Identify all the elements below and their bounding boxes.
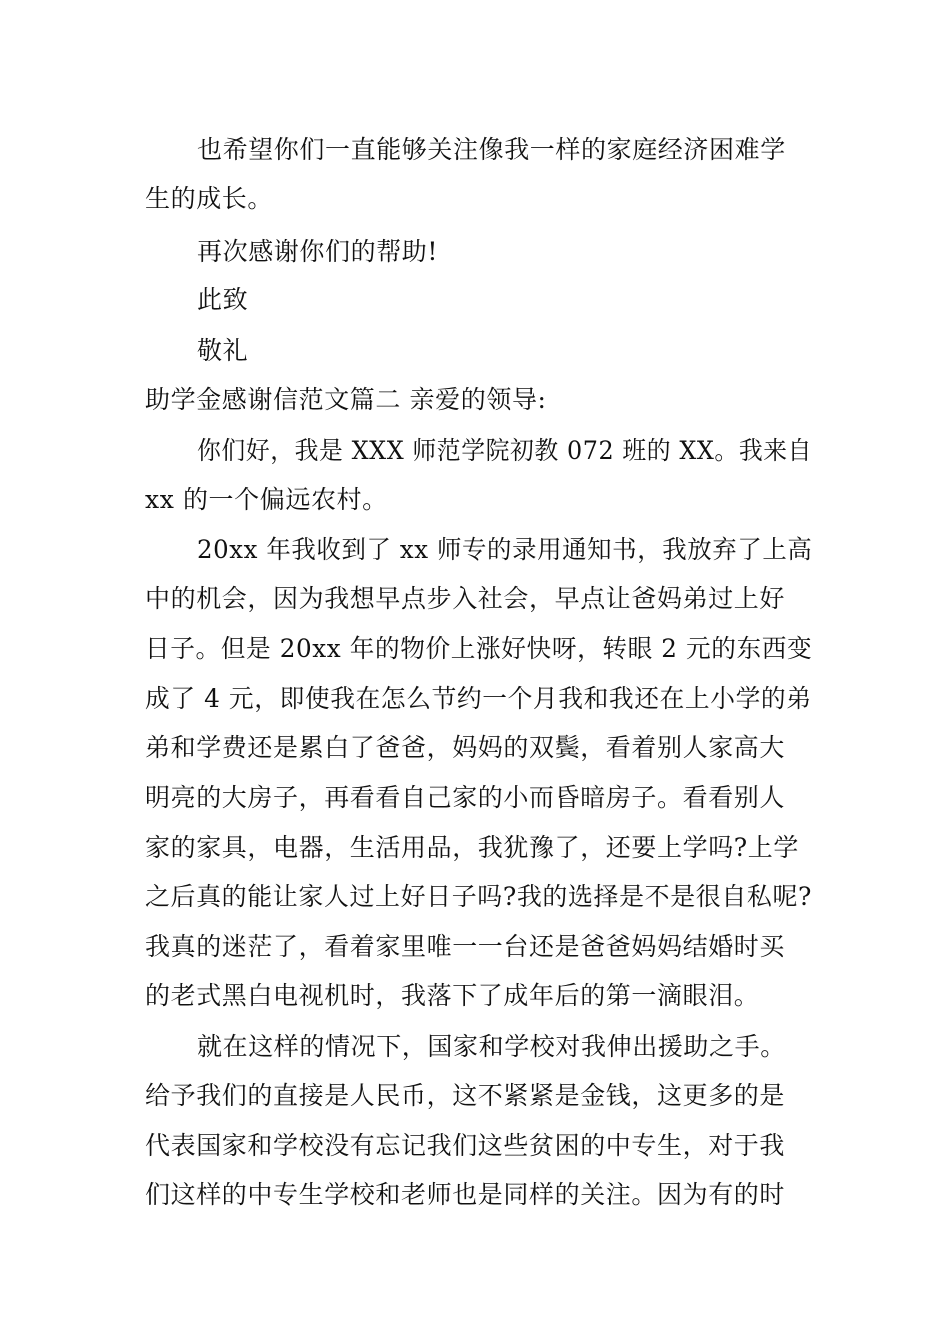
text-line: 成了 4 元，即使我在怎么节约一个月我和我还在上小学的弟 xyxy=(145,684,812,713)
text-line: 之后真的能让家人过上好日子吗?我的选择是不是很自私呢? xyxy=(145,882,813,911)
text-line: 代表国家和学校没有忘记我们这些贫困的中专生，对于我 xyxy=(145,1131,786,1160)
text-line: 们这样的中专生学校和老师也是同样的关注。因为有的时 xyxy=(145,1180,786,1209)
text-line: 也希望你们一直能够关注像我一样的家庭经济困难学 xyxy=(197,135,786,164)
text-line: 敬礼 xyxy=(197,336,249,365)
text-line: 你们好，我是 XXX 师范学院初教 072 班的 XX。我来自 xyxy=(197,436,813,465)
text-line: 就在这样的情况下，国家和学校对我伸出援助之手。 xyxy=(197,1032,786,1061)
section-heading: 助学金感谢信范文篇二 亲爱的领导: xyxy=(145,385,547,414)
text-line: 生的成长。 xyxy=(145,184,274,213)
text-line: 20xx 年我收到了 xx 师专的录用通知书，我放弃了上高 xyxy=(197,535,813,564)
text-line: xx 的一个偏远农村。 xyxy=(145,485,388,514)
text-line: 中的机会，因为我想早点步入社会，早点让爸妈弟过上好 xyxy=(145,584,786,613)
text-line: 此致 xyxy=(197,285,249,314)
text-line: 的老式黑白电视机时，我落下了成年后的第一滴眼泪。 xyxy=(145,981,760,1010)
text-line: 再次感谢你们的帮助! xyxy=(197,237,439,266)
text-line: 明亮的大房子，再看看自己家的小而昏暗房子。看看别人 xyxy=(145,783,786,812)
text-line: 给予我们的直接是人民币，这不紧紧是金钱，这更多的是 xyxy=(145,1081,786,1110)
text-line: 家的家具，电器，生活用品，我犹豫了，还要上学吗?上学 xyxy=(145,833,800,862)
text-line: 日子。但是 20xx 年的物价上涨好快呀，转眼 2 元的东西变 xyxy=(145,634,813,663)
text-line: 弟和学费还是累白了爸爸，妈妈的双鬓，看着别人家高大 xyxy=(145,733,786,762)
text-line: 我真的迷茫了，看着家里唯一一台还是爸爸妈妈结婚时买 xyxy=(145,932,786,961)
